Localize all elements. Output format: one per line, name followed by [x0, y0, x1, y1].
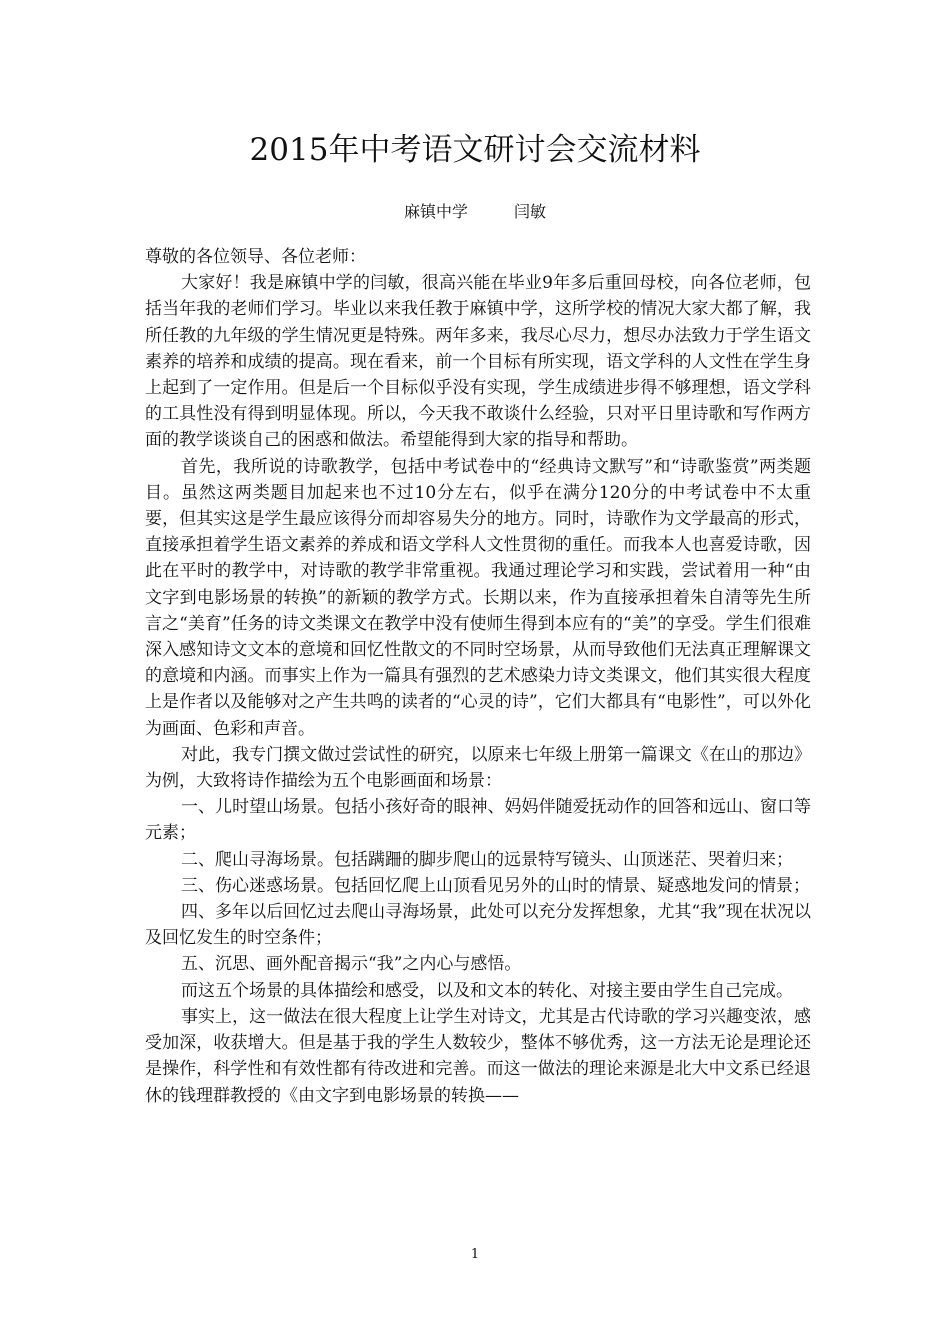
paragraph-research: 对此，我专门撰文做过尝试性的研究，以原来七年级上册第一篇课文《在山的那边》为例，大致将诗作描绘为五个电影画面和场景：: [145, 744, 811, 792]
byline: [0, 199, 950, 225]
paragraph-effect: 事实上，这一做法在很大程度上让学生对诗文，尤其是古代诗歌的学习兴趣变浓，感受加深，收获增大。但是基于我的学生人数较少，整体不够优秀，这一方法无论是理论还是操作，科学性和有效性都有待改进和完善。而这一做法的理论来源是北大中文系已经退休的钱理群教授的《由文字到电影场景的转换——: [145, 1006, 811, 1106]
scene-item-1: 一、儿时望山场景。包括小孩好奇的眼神、妈妈伴随爱抚动作的回答和远山、窗口等元素；: [145, 797, 811, 844]
scene-item-5: 五、沉思、画外配音揭示“我”之内心与感悟。: [181, 954, 522, 975]
school-name: 麻镇中学: [403, 202, 468, 221]
page-number: 1: [470, 1247, 480, 1262]
scene-item-3: 三、伤心迷惑场景。包括回忆爬上山顶看见另外的山时的情景、疑惑地发问的情景；: [181, 875, 810, 896]
paragraph-scene-summary: 而这五个场景的具体描绘和感受，以及和文本的转化、对接主要由学生自己完成。: [181, 980, 793, 1001]
author-name: 闫敏: [514, 202, 547, 221]
scene-item-4: 四、多年以后回忆过去爬山寻海场景，此处可以充分发挥想象，尤其“我”现在状况以及回忆发生的时空条件；: [145, 902, 811, 949]
paragraph-poetry-teaching: 首先，我所说的诗歌教学，包括中考试卷中的“经典诗文默写”和“诗歌鉴赏”两类题目。虽然这两类题目加起来也不过10分左右，似乎在满分120分的中考试卷中不太重要，但其实这是学生最应该得分而却容易失分的地方。同时，诗歌作为文学最高的形式，直接承担着学生语文素养的养成和语文学科人文性贯彻的重任。而我本人也喜爱诗歌，因此在平时的教学中，对诗歌的教学非常重视。我通过理论学习和实践，尝试着用一种“由文字到电影场景的转换”的新颖的教学方式。长期以来，作为直接承担着朱自清等先生所言之“美育”任务的诗文类课文在教学中没有使师生得到本应有的“美”的享受。学生们很难深入感知诗文文本的意境和回忆性散文的不同时空场景，从而导致他们无法真正理解课文的意境和内涵。而事实上作为一篇具有强烈的艺术感染力诗文类课文，他们其实很大程度上是作者以及能够对之产生共鸣的读者的“心灵的诗”，它们大都具有“电影性”，可以外化为画面、色彩和声音。: [145, 456, 811, 739]
document-body: [145, 244, 811, 1109]
scene-item-2: 二、爬山寻海场景。包括蹒跚的脚步爬山的远景特写镜头、山顶迷茫、哭着归来；: [181, 849, 793, 870]
paragraph-greeting: 大家好！我是麻镇中学的闫敏，很高兴能在毕业9年多后重回母校，向各位老师，包括当年我的老师们学习。毕业以来我任教于麻镇中学，这所学校的情况大家大都了解，我所任教的九年级的学生情况更是特殊。两年多来，我尽心尽力，想尽办法致力于学生语文素养的培养和成绩的提高。现在看来，前一个目标有所实现，语文学科的人文性在学生身上起到了一定作用。但是后一个目标似乎没有实现，学生成绩进步得不够理想，语文学科的工具性没有得到明显体现。所以，今天我不敢谈什么经验，只对平日里诗歌和写作两方面的教学谈谈自己的困惑和做法。希望能得到大家的指导和帮助。: [145, 273, 811, 451]
salutation: 尊敬的各位领导、各位老师：: [145, 247, 366, 267]
document-title: 2015年中考语文研讨会交流材料: [249, 132, 701, 168]
